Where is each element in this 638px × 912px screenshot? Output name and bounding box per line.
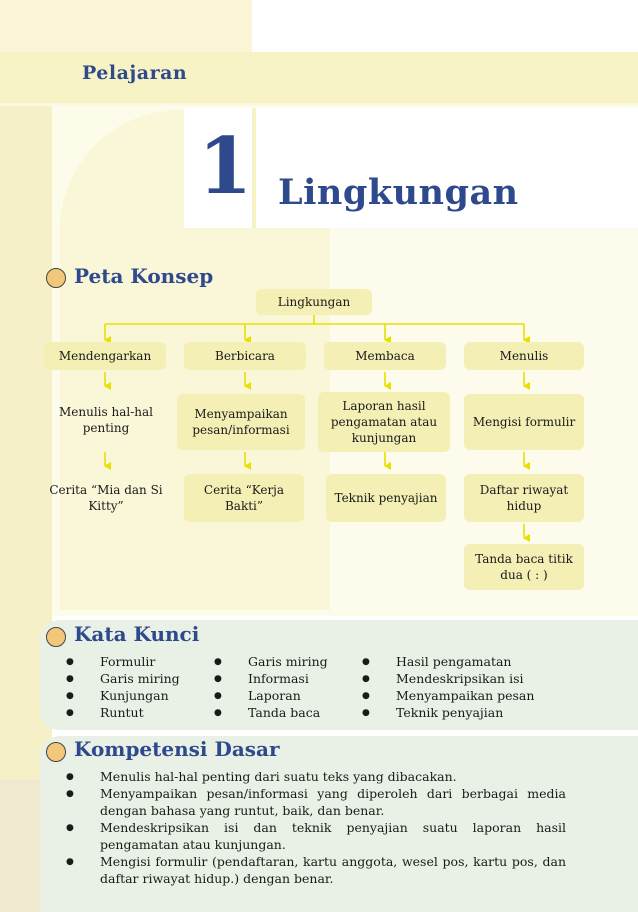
kompetensi-list (66, 768, 566, 887)
keyword-item: ● Runtut (66, 704, 216, 721)
concept-node-laporan-hasil: Laporan hasil pengamatan atau kunjungan (318, 392, 450, 452)
concept-node-cerita-mia: Cerita “Mia dan Si Kitty” (49, 483, 163, 514)
competency-item: ● Mengisi formulir (pendaftaran, kartu anggota, wesel pos, kartu pos, dan daftar riwayat hidup.) dengan benar. (66, 853, 566, 887)
concept-root: Lingkungan (256, 289, 372, 315)
keyword-item: ● Formulir (66, 653, 216, 670)
concept-branch-menulis: Menulis (464, 342, 584, 370)
keyword-item: ● Menyampaikan pesan (362, 687, 562, 704)
concept-node-teknik-penyajian: Teknik penyajian (326, 474, 446, 522)
keyword-item: ● Laporan (214, 687, 364, 704)
kata-kunci-heading: Kata Kunci (74, 622, 200, 646)
keyword-item: ● Kunjungan (66, 687, 216, 704)
kata-kunci-column-2 (214, 653, 364, 721)
kata-kunci-column-1 (66, 653, 216, 721)
keyword-item: ● Hasil pengamatan (362, 653, 562, 670)
keyword-item: ● Informasi (214, 670, 364, 687)
concept-node-menyampaikan-pesan: Menyampaikan pesan/informasi (177, 394, 305, 450)
competency-item: ● Menyampaikan pesan/informasi yang diperoleh dari berbagai media dengan bahasa yang runtut, baik, dan benar. (66, 785, 566, 819)
competency-item: ● Mendeskripsikan isi dan teknik penyajian suatu laporan hasil pengamatan atau kunjungan. (66, 819, 566, 853)
keyword-item: ● Teknik penyajian (362, 704, 562, 721)
concept-node-daftar-riwayat-hidup: Daftar riwayat hidup (464, 474, 584, 522)
concept-branch-berbicara: Berbicara (184, 342, 306, 370)
concept-node-tanda-baca: Tanda baca titik dua ( : ) (464, 544, 584, 590)
keyword-item: ● Garis miring (214, 653, 364, 670)
chapter-title: Lingkungan (278, 172, 519, 213)
keyword-item: ● Mendeskripsikan isi (362, 670, 562, 687)
bullet-circle-icon (46, 742, 66, 762)
concept-branch-membaca: Membaca (324, 342, 446, 370)
kata-kunci-column-3 (362, 653, 562, 721)
lesson-label: Pelajaran (82, 62, 188, 84)
concept-node-mengisi-formulir: Mengisi formulir (464, 394, 584, 450)
lesson-number: 1 (198, 121, 253, 212)
keyword-item: ● Tanda baca (214, 704, 364, 721)
concept-map-heading: Peta Konsep (74, 264, 214, 288)
bullet-circle-icon (46, 627, 66, 647)
concept-node-cerita-kerja-bakti: Cerita “Kerja Bakti” (184, 474, 304, 522)
competency-item: ● Menulis hal-hal penting dari suatu teks yang dibacakan. (66, 768, 566, 785)
keyword-item: ● Garis miring (66, 670, 216, 687)
kompetensi-heading: Kompetensi Dasar (74, 737, 280, 761)
concept-node-menulis-hal-penting: Menulis hal-hal penting (59, 405, 153, 436)
concept-branch-mendengarkan: Mendengarkan (44, 342, 166, 370)
